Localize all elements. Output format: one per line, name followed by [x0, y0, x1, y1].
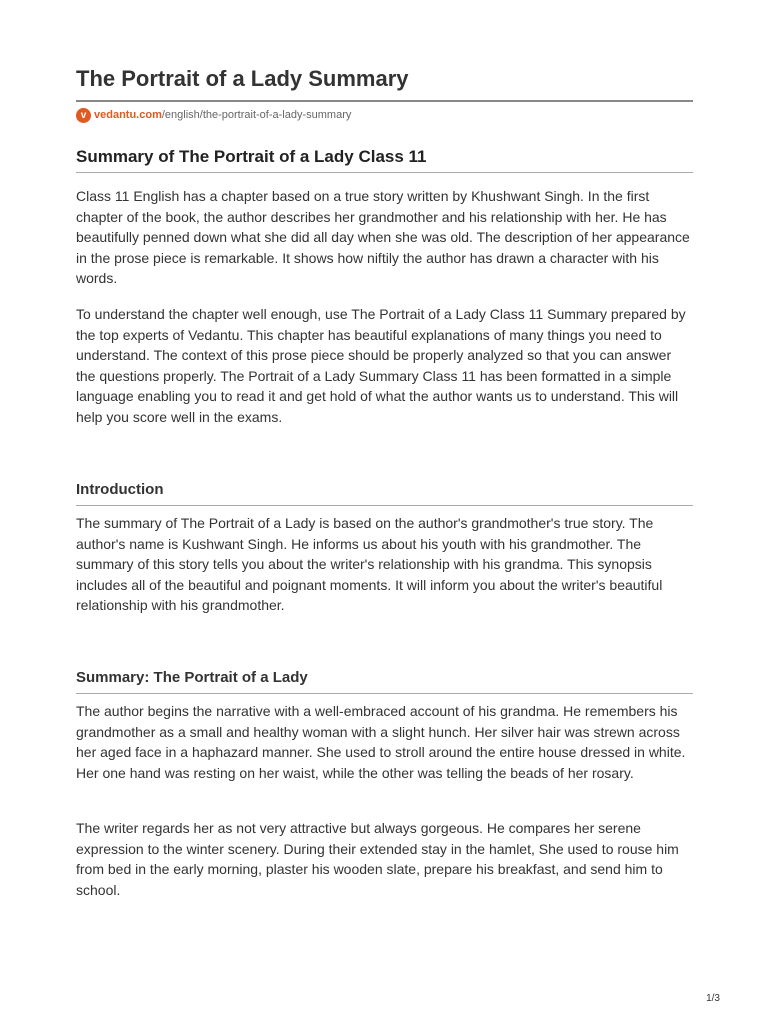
main-heading-divider [76, 172, 693, 173]
main-heading: Summary of The Portrait of a Lady Class 11 [76, 147, 427, 166]
introduction-heading: Introduction [76, 481, 164, 498]
summary-heading: Summary: The Portrait of a Lady [76, 669, 308, 686]
vedantu-logo-icon: v [76, 108, 91, 123]
page-number: 1/3 [706, 993, 720, 1004]
source-line [76, 106, 351, 124]
main-paragraph-2: To understand the chapter well enough, use The Portrait of a Lady Class 11 Summary prepared by the top experts of Vedantu. This chapter has beautiful explanations of many things you need to understand. The context of this prose piece should be properly analyzed so that you can answer the questions properly. The Portrait of a Lady Summary Class 11 has been formatted in a simple language enabling you to read it and get hold of what the author wants us to understand. This will help you score well in the exams. [76, 306, 686, 425]
introduction-paragraph: The summary of The Portrait of a Lady is based on the author's grandmother's true story. The author's name is Kushwant Singh. He informs us about his youth with his grandmother. The summary of this story tells you about the writer's relationship with his grandma. This synopsis includes all of the beautiful and poignant moments. It will inform you about the writer's beautiful relationship with his grandmother. [76, 515, 663, 613]
summary-paragraph-2: The writer regards her as not very attractive but always gorgeous. He compares her serene expression to the winter scenery. During their extended stay in the hamlet, She used to rouse him from bed in the early morning, plaster his wooden slate, prepare his breakfast, and send him to school. [76, 820, 679, 898]
summary-divider [76, 693, 693, 694]
source-path: /english/the-portrait-of-a-lady-summary [161, 109, 352, 121]
summary-paragraph-1: The author begins the narrative with a well-embraced account of his grandma. He remembers his grandmother as a small and healthy woman with a slight hunch. Her silver hair was strewn across her aged face in a haphazard manner. She used to stroll around the entire house dressed in white. Her one hand was resting on her waist, while the other was telling the beads of her rosary. [76, 703, 686, 781]
main-paragraph-1: Class 11 English has a chapter based on a true story written by Khushwant Singh. In the first chapter of the book, the author describes her grandmother and his relationship with her. He has beautifully penned down what she did all day when she was old. The description of her appearance in the prose piece is remarkable. It shows how niftily the author has drawn a character with his words. [76, 188, 690, 286]
document-title: The Portrait of a Lady Summary [76, 66, 409, 91]
source-domain: vedantu.com [94, 109, 162, 121]
title-divider [76, 100, 693, 102]
introduction-divider [76, 505, 693, 506]
